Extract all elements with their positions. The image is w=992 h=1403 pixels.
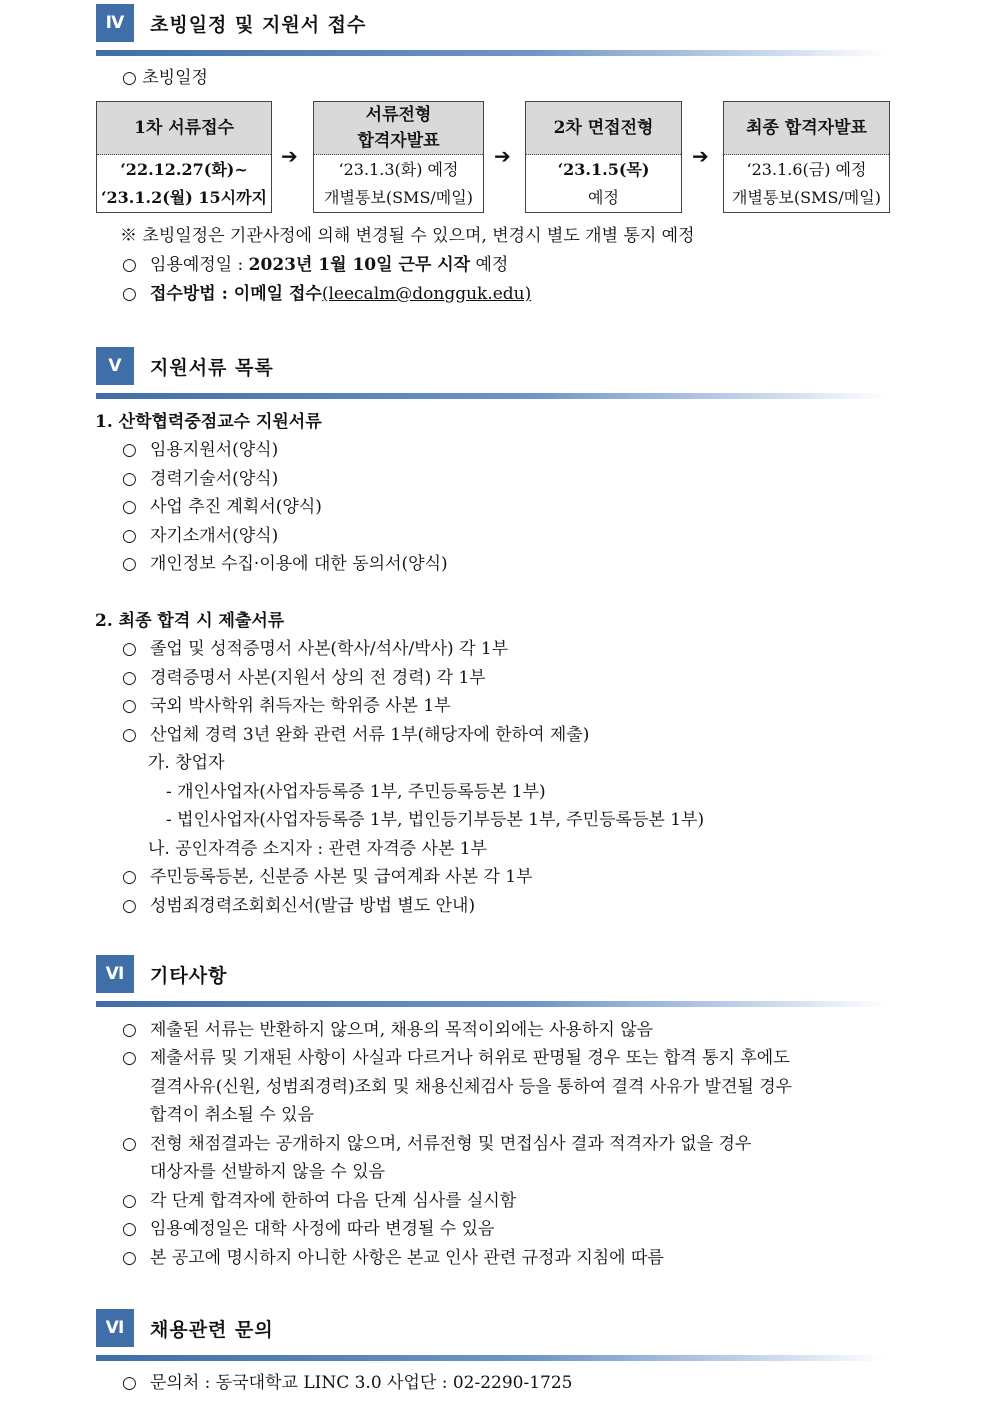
section-rule xyxy=(96,1355,886,1361)
list-item: ○ 사업 추진 계획서(양식) xyxy=(122,497,322,517)
section-v-header xyxy=(96,347,886,403)
list-item: ○ 성범죄경력조회회신서(발급 방법 별도 안내) xyxy=(122,896,476,916)
section-number: Ⅵ xyxy=(96,1309,134,1347)
list-item: ○ 자기소개서(양식) xyxy=(122,526,279,546)
box-notice: 개별통보(SMS/메일) xyxy=(732,187,881,207)
email-link[interactable]: (leecalm@dongguk.edu) xyxy=(321,284,532,304)
arrow-icon: ➔ xyxy=(281,144,298,168)
list-item: ○ 제출된 서류는 반환하지 않으며, 채용의 목적이외에는 사용하지 않음 xyxy=(122,1020,654,1040)
box-title-line2: 합격자발표 xyxy=(357,131,440,151)
list-heading-2: 2. 최종 합격 시 제출서류 xyxy=(95,611,285,631)
box-title: 2차 면접전형 xyxy=(553,118,654,138)
schedule-subtitle: ○ 초빙일정 xyxy=(122,68,208,88)
schedule-box-4 xyxy=(723,101,890,213)
arrow-icon: ➔ xyxy=(692,144,709,168)
section-title: 지원서류 목록 xyxy=(150,357,274,379)
list-item: ○ 개인정보 수집·이용에 대한 동의서(양식) xyxy=(122,554,448,574)
box-date-end: ‘23.1.2(월) 15시까지 xyxy=(100,187,268,207)
section-iv-header xyxy=(96,4,886,60)
section-rule xyxy=(96,393,886,399)
section-vi-header xyxy=(96,955,886,1011)
appointment-date: ○ 임용예정일 : 2023년 1월 10일 근무 시작 예정 xyxy=(122,255,509,275)
list-item: ○ 전형 채점결과는 공개하지 않으며, 서류전형 및 면접심사 결과 적격자가 없을 경우 xyxy=(122,1134,752,1154)
list-item-cont: 대상자를 선발하지 않을 수 있음 xyxy=(150,1162,386,1182)
dash-item: - 법인사업자(사업자등록증 1부, 법인등기부등본 1부, 주민등록등본 1부) xyxy=(166,810,705,830)
box-date: ‘22.12.27(화)~ xyxy=(120,159,248,179)
sub-item: 가. 창업자 xyxy=(148,753,225,773)
schedule-box-1 xyxy=(96,101,272,213)
contact-info: ○ 문의처 : 동국대학교 LINC 3.0 사업단 : 02-2290-1725 xyxy=(122,1373,573,1393)
list-item: ○ 본 공고에 명시하지 아니한 사항은 본교 인사 관련 규정과 지침에 따름 xyxy=(122,1248,664,1268)
box-title: 최종 합격자발표 xyxy=(746,118,867,138)
list-item: ○ 경력기술서(양식) xyxy=(122,469,279,489)
section-title: 채용관련 문의 xyxy=(150,1319,274,1341)
sub-item: 나. 공인자격증 소지자 : 관련 자격증 사본 1부 xyxy=(148,839,487,859)
list-heading-1: 1. 산학협력중점교수 지원서류 xyxy=(95,412,322,432)
list-item: ○ 경력증명서 사본(지원서 상의 전 경력) 각 1부 xyxy=(122,668,486,688)
section-number: Ⅴ xyxy=(96,347,134,385)
section-title: 초빙일정 및 지원서 접수 xyxy=(150,14,367,36)
dash-item: - 개인사업자(사업자등록증 1부, 주민등록등본 1부) xyxy=(166,782,546,802)
box-date: ‘23.1.6(금) 예정 xyxy=(746,159,867,179)
list-item-cont: 결격사유(신원, 성범죄경력)조회 및 채용신체검사 등을 통하여 결격 사유가 발견될 경우 xyxy=(150,1077,793,1097)
section-rule xyxy=(96,50,886,56)
box-date: ‘23.1.3(화) 예정 xyxy=(338,159,459,179)
list-item: ○ 산업체 경력 3년 완화 관련 서류 1부(해당자에 한하여 제출) xyxy=(122,725,590,745)
schedule-note: ※ 초빙일정은 기관사정에 의해 변경될 수 있으며, 변경시 별도 개별 통지 예정 xyxy=(120,226,695,246)
box-title: 서류전형 xyxy=(365,105,432,125)
list-item: ○ 각 단계 합격자에 한하여 다음 단계 심사를 실시함 xyxy=(122,1191,517,1211)
section-rule xyxy=(96,1001,886,1007)
schedule-box-2 xyxy=(313,101,484,213)
list-item: ○ 임용지원서(양식) xyxy=(122,440,279,460)
list-item-cont: 합격이 취소될 수 있음 xyxy=(150,1105,315,1125)
section-contact-header xyxy=(96,1309,886,1365)
list-item: ○ 주민등록등본, 신분증 사본 및 급여계좌 사본 각 1부 xyxy=(122,867,533,887)
list-item: ○ 임용예정일은 대학 사정에 따라 변경될 수 있음 xyxy=(122,1219,495,1239)
box-title: 1차 서류접수 xyxy=(134,118,234,138)
box-notice: 개별통보(SMS/메일) xyxy=(324,187,473,207)
schedule-box-3 xyxy=(525,101,682,213)
section-number: Ⅵ xyxy=(96,955,134,993)
section-number: Ⅳ xyxy=(96,4,134,42)
section-title: 기타사항 xyxy=(150,965,228,987)
box-date: ‘23.1.5(목) xyxy=(557,159,650,179)
submission-method: ○ 접수방법 : 이메일 접수(leecalm@dongguk.edu) xyxy=(122,284,532,304)
arrow-icon: ➔ xyxy=(494,144,511,168)
list-item: ○ 졸업 및 성적증명서 사본(학사/석사/박사) 각 1부 xyxy=(122,639,509,659)
box-notice: 예정 xyxy=(588,187,619,207)
list-item: ○ 국외 박사학위 취득자는 학위증 사본 1부 xyxy=(122,696,451,716)
list-item: ○ 제출서류 및 기재된 사항이 사실과 다르거나 허위로 판명될 경우 또는 합격 통지 후에도 xyxy=(122,1048,790,1068)
